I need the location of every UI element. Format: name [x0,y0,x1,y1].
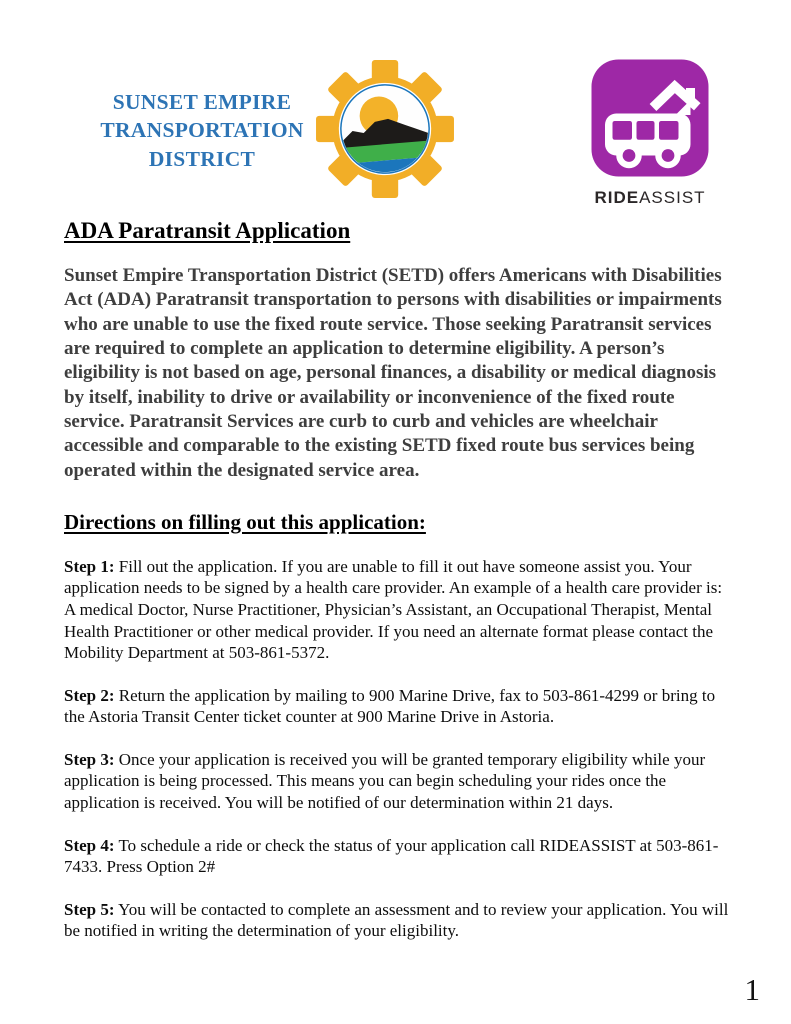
setd-gear-logo-icon [314,58,456,200]
step-5-paragraph [64,899,729,942]
step-5-label: Step 5: [64,899,115,919]
rideassist-logo [580,58,720,208]
org-name-line-2: TRANSPORTATION [100,118,304,143]
step-2-paragraph [64,685,729,728]
step-4-paragraph [64,835,729,878]
directions-heading: Directions on filling out this application: [64,509,426,534]
rideassist-bus-house-icon [590,58,710,178]
step-2-label: Step 2: [64,685,115,705]
intro-paragraph: Sunset Empire Transportation District (SETD) offers Americans with Disabilities Act (ADA) Paratransit transportation to persons with disabilities or impairments who are unable to use the fixed route service. Those seeking Paratransit services are required to complete an application to determine eligibility. A person’s eligibility is not based on age, personal finances, a disability or medical diagnosis by itself, inability to drive or availability or inconvenience of the fixed route service. Paratransit Services are curb to curb and vehicles are wheelchair accessible and comparable to the existing SETD fixed route bus services being operated within the designated service area. [64,265,722,481]
step-1-text: Fill out the application. If you are unable to fill it out have someone assist you. Your application needs to be signed by a health care provider. An example of a health care provider is: A medical Doctor, Nurse Practitioner, Physician’s Assistant, an Occupational Therapist, Mental Health Practitioner or other medical provider. If you need an alternate format please contact the Mobility Department at 503-861-5372. [64,556,723,663]
rideassist-wordmark-bold: RIDE [594,188,640,207]
step-2-text: Return the application by mailing to 900 Marine Drive, fax to 503-861-4299 or bring to the Astoria Transit Center ticket counter at 900 Marine Drive in Astoria. [64,685,716,727]
org-name-line-1: SUNSET EMPIRE [112,90,292,114]
step-5-text: You will be contacted to complete an assessment and to review your application. You will be notified in writing the determination of your eligibility. [64,899,729,941]
org-name-line-3: DISTRICT [148,146,256,171]
org-name [86,88,318,173]
step-4-label: Step 4: [64,835,115,855]
document-body [64,218,729,942]
step-1-paragraph [64,556,729,664]
page-number: 1 [744,972,760,1007]
step-3-label: Step 3: [64,749,115,769]
rideassist-wordmark [580,188,720,208]
step-4-text: To schedule a ride or check the status of your application call RIDEASSIST at 503-861-7433. Press Option 2# [64,835,719,877]
step-3-paragraph [64,749,729,814]
step-3-text: Once your application is received you will be granted temporary eligibility while your application is being processed. This means you can begin scheduling your rides once the application is received. You will be notified of our determination within 21 days. [64,749,706,813]
document-title: ADA Paratransit Application [64,218,351,243]
step-1-label: Step 1: [64,556,115,576]
page-header [64,56,731,216]
rideassist-wordmark-regular: ASSIST [639,188,706,207]
